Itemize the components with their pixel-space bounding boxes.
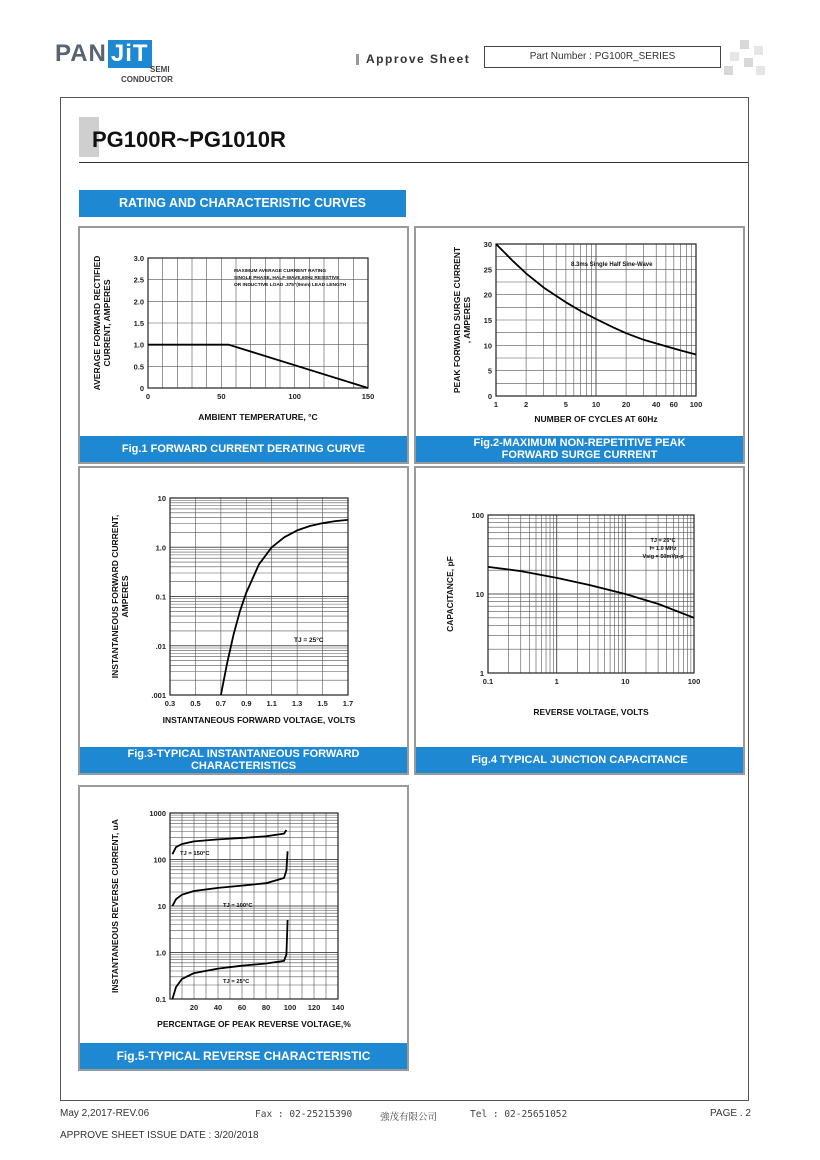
logo-pan-text: PAN <box>55 40 107 67</box>
fig1-ytick-label: 2.0 <box>133 297 144 307</box>
page-title: PG100R~PG1010R <box>92 127 286 152</box>
fig2-xtick-label: 100 <box>689 400 703 409</box>
fig4-caption: Fig.4 TYPICAL JUNCTION CAPACITANCE <box>416 747 743 773</box>
fig5-series-label-2: TJ = 100°C <box>223 903 253 909</box>
fig3-xtick-label: 0.7 <box>215 699 227 708</box>
fig3-xtick-label: 1.7 <box>342 699 354 708</box>
fig5-series-label-3: TJ = 25°C <box>223 979 250 985</box>
fig5-ytick-label: 1000 <box>149 809 166 818</box>
fig2-ytick-label: 30 <box>483 240 492 249</box>
fig5-xtick-label: 100 <box>283 1003 297 1012</box>
decorative-squares <box>724 40 766 78</box>
fig5-panel <box>78 785 409 1071</box>
footer-tel: Tel : 02-25651052 <box>470 1109 568 1120</box>
fig1-xlabel: AMBIENT TEMPERATURE, °C <box>198 412 318 422</box>
fig5-caption: Fig.5-TYPICAL REVERSE CHARACTERISTIC <box>80 1043 407 1069</box>
fig1-caption: Fig.1 FORWARD CURRENT DERATING CURVE <box>80 436 407 462</box>
fig3-ytick-label: .001 <box>151 691 166 700</box>
fig2-xlabel: NUMBER OF CYCLES AT 60Hz <box>534 414 658 424</box>
fig3-ytick-label: .01 <box>155 641 166 651</box>
fig3-panel <box>78 466 409 775</box>
fig2-xtick-label: 2 <box>524 400 529 409</box>
fig1-ytick-label: 0 <box>139 384 144 393</box>
logo-semi-text: SEMI <box>150 65 170 74</box>
fig5-ytick-label: 100 <box>153 855 166 865</box>
fig1-annotation-line-2: SINGLE PHASE, HALF-WAVE,60Hz RESISTIVE <box>234 276 340 281</box>
fig4-annotation-line-2: f= 1.0 MHz <box>649 546 677 552</box>
fig2-ytick-label: 10 <box>483 341 492 351</box>
fig5-xtick-label: 120 <box>307 1003 321 1012</box>
fig5-ylabel-line-1: INSTANTANEOUS REVERSE CURRENT, uA <box>110 819 120 993</box>
title-divider <box>79 162 748 163</box>
fig2-caption-line2: FORWARD SURGE CURRENT <box>501 449 658 461</box>
fig3-annotation: TJ = 25°C <box>294 637 324 644</box>
fig2-ytick-label: 20 <box>483 290 492 300</box>
fig1-ylabel-line-2: CURRENT, AMPERES <box>102 279 112 367</box>
fig3-chart <box>80 468 407 745</box>
fig4-xtick-label: 10 <box>621 677 630 686</box>
approve-sheet-label: Approve Sheet <box>366 52 471 66</box>
logo-conductor-text: CONDUCTOR <box>121 75 173 84</box>
fig5-xtick-label: 40 <box>213 1003 223 1012</box>
fig3-ylabel-line-1: INSTANTANEOUS FORWARD CURRENT, <box>110 514 120 679</box>
fig2-caption <box>416 436 743 462</box>
fig1-ytick-label: 1.5 <box>133 319 144 328</box>
fig1-annotation-line-1: MAXIMUM AVERAGE CURRENT RATING <box>234 269 327 274</box>
fig5-xtick-label: 80 <box>261 1003 271 1012</box>
fig3-xlabel: INSTANTANEOUS FORWARD VOLTAGE, VOLTS <box>162 715 356 725</box>
fig4-xtick-label: 0.1 <box>482 677 494 686</box>
fig2-ylabel-line-2: , AMPERES <box>462 296 472 344</box>
fig1-xtick-label: 150 <box>361 392 375 401</box>
fig4-annotation-line-3: Vsig = 50mVp-p <box>642 554 684 560</box>
fig2-ytick-label: 25 <box>483 265 492 275</box>
fig2-caption-line1: Fig.2-MAXIMUM NON-REPETITIVE PEAK <box>473 437 686 449</box>
fig2-ylabel-line-1: PEAK FORWARD SURGE CURRENT <box>452 246 462 394</box>
footer-fax: Fax : 02-25215390 <box>255 1109 353 1120</box>
fig2-ytick-label: 5 <box>487 366 492 376</box>
fig3-ytick-label: 1.0 <box>155 543 166 553</box>
fig3-caption <box>80 747 407 773</box>
fig3-xtick-label: 0.5 <box>190 699 201 708</box>
panjit-logo <box>55 40 185 90</box>
fig1-ytick-label: 1.0 <box>133 340 144 350</box>
fig1-ytick-label: 3.0 <box>133 254 144 263</box>
logo-jit-text: JiT <box>108 40 152 68</box>
fig5-ytick-label: 0.1 <box>155 995 166 1004</box>
fig2-xtick-label: 10 <box>591 400 601 409</box>
fig1-chart <box>80 228 407 433</box>
fig3-ytick-label: 10 <box>157 494 166 503</box>
fig3-xtick-label: 1.3 <box>291 699 303 708</box>
fig5-xlabel: PERCENTAGE OF PEAK REVERSE VOLTAGE,% <box>157 1019 351 1029</box>
fig4-xtick-label: 1 <box>554 677 559 686</box>
fig2-xtick-label: 5 <box>563 400 568 409</box>
fig2-chart <box>416 228 743 433</box>
fig5-series-label-1: TJ = 150°C <box>180 851 210 857</box>
fig3-xtick-label: 1.1 <box>266 699 277 708</box>
fig5-ytick-label: 10 <box>157 902 166 911</box>
fig5-ytick-label: 1.0 <box>155 948 166 958</box>
part-number-box: Part Number : PG100R_SERIES <box>484 46 721 68</box>
fig1-ytick-label: 2.5 <box>133 275 144 285</box>
fig1-annotation-line-3: OR INDUCTIVE LOAD .375"(9mm) LEAD LENGTH <box>234 283 347 288</box>
footer-issue-date: APPROVE SHEET ISSUE DATE : 3/20/2018 <box>60 1130 259 1141</box>
fig2-xtick-label: 20 <box>621 400 631 409</box>
fig4-ytick-label: 10 <box>475 590 484 599</box>
fig1-xtick-label: 0 <box>145 392 151 401</box>
fig3-ytick-label: 0.1 <box>155 592 166 602</box>
footer-date-rev: May 2,2017-REV.06 <box>60 1108 150 1119</box>
fig3-caption-line1: Fig.3-TYPICAL INSTANTANEOUS FORWARD <box>127 748 360 760</box>
fig3-xtick-label: 0.3 <box>164 699 176 708</box>
fig3-caption-line2: CHARACTERISTICS <box>190 760 297 772</box>
fig4-ylabel-line-1: CAPACITANCE, pF <box>445 556 455 632</box>
fig1-xtick-label: 100 <box>288 392 301 401</box>
fig3-ylabel-line-2: AMPERES <box>120 575 130 618</box>
section-banner: RATING AND CHARACTERISTIC CURVES <box>79 190 406 217</box>
fig4-panel <box>414 466 745 775</box>
fig5-xtick-label: 140 <box>331 1003 345 1012</box>
fig2-xtick-label: 60 <box>669 400 678 409</box>
approve-sheet-bar <box>356 54 359 65</box>
fig1-ylabel-line-1: AVERAGE FORWARD RECTIFIED <box>92 255 102 391</box>
fig4-ytick-label: 1 <box>479 669 484 678</box>
fig5-chart <box>80 787 407 1041</box>
footer-page: PAGE . 2 <box>710 1108 751 1119</box>
fig3-xtick-label: 0.9 <box>241 699 252 708</box>
fig4-ytick-label: 100 <box>471 511 484 520</box>
fig4-series-line-1 <box>488 567 694 618</box>
fig5-xtick-label: 20 <box>189 1003 199 1012</box>
fig1-ytick-label: 0.5 <box>133 362 144 372</box>
fig2-ytick-label: 15 <box>483 316 492 325</box>
fig4-xlabel: REVERSE VOLTAGE, VOLTS <box>533 707 649 717</box>
fig2-xtick-label: 40 <box>652 400 661 409</box>
fig2-ytick-label: 0 <box>487 392 492 401</box>
fig1-xtick-label: 50 <box>217 392 226 401</box>
fig2-annotation: 8.3ms Single Half Sine-Wave <box>571 262 653 268</box>
fig4-xtick-label: 100 <box>687 677 701 686</box>
fig1-panel <box>78 226 409 464</box>
fig4-chart <box>416 468 743 745</box>
fig5-xtick-label: 60 <box>237 1003 247 1012</box>
fig4-annotation-line-1: TJ = 25°C <box>650 538 676 544</box>
fig2-panel <box>414 226 745 464</box>
footer-company: 強茂有限公司 <box>380 1112 438 1123</box>
fig3-xtick-label: 1.5 <box>317 699 328 708</box>
fig2-xtick-label: 1 <box>493 400 499 409</box>
